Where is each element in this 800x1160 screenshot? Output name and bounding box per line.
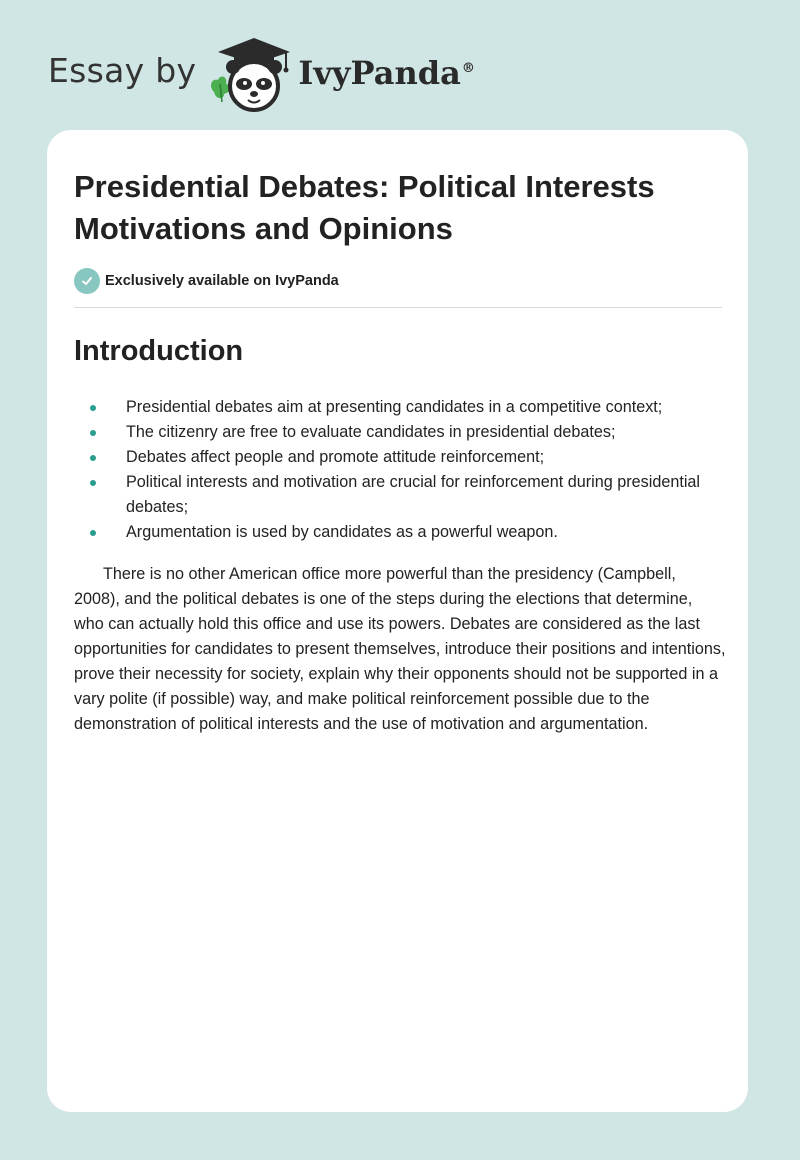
bullet-list: [74, 395, 722, 545]
list-item: Argumentation is used by candidates as a powerful weapon.: [74, 520, 726, 545]
essay-title: Presidential Debates: Political Interests Motivations and Opinions: [74, 169, 655, 246]
list-item: The citizenry are free to evaluate candidates in presidential debates;: [74, 420, 726, 445]
body-paragraph: There is no other American office more powerful than the presidency (Campbell, 2008), and the political debates is one of the steps during the elections that determine, who can actually hold this office and use its powers. Debates are considered as the last opportunities for candidates to present themselves, introduce their positions and intentions, prove their necessity for society, explain why their opponents should not be supported in a vary polite (if possible) way, and make political reinforcement possible due to the demonstration of political interests and the use of motivation and argumentation.: [74, 565, 726, 733]
badge-label: Exclusively available on IvyPanda: [105, 273, 339, 289]
checkmark-icon: [74, 268, 100, 294]
list-item: Presidential debates aim at presenting candidates in a competitive context;: [74, 395, 726, 420]
brand-name: IvyPanda®: [298, 54, 475, 92]
exclusive-badge: [74, 268, 722, 294]
brand-header: [48, 34, 475, 114]
registered-mark: ®: [461, 61, 475, 77]
list-item: Political interests and motivation are crucial for reinforcement during presidential debates;: [74, 470, 726, 520]
bullet-dot-icon: [90, 530, 96, 536]
section-heading: Introduction: [74, 335, 244, 367]
list-item: Debates affect people and promote attitude reinforcement;: [74, 445, 726, 470]
bullet-dot-icon: [90, 430, 96, 436]
bullet-dot-icon: [90, 480, 96, 486]
essay-by-label: Essay by: [48, 50, 197, 90]
bullet-dot-icon: [90, 455, 96, 461]
divider: [74, 307, 722, 308]
bullet-dot-icon: [90, 405, 96, 411]
panda-logo-icon: [206, 34, 296, 114]
essay-card: [47, 130, 748, 1112]
